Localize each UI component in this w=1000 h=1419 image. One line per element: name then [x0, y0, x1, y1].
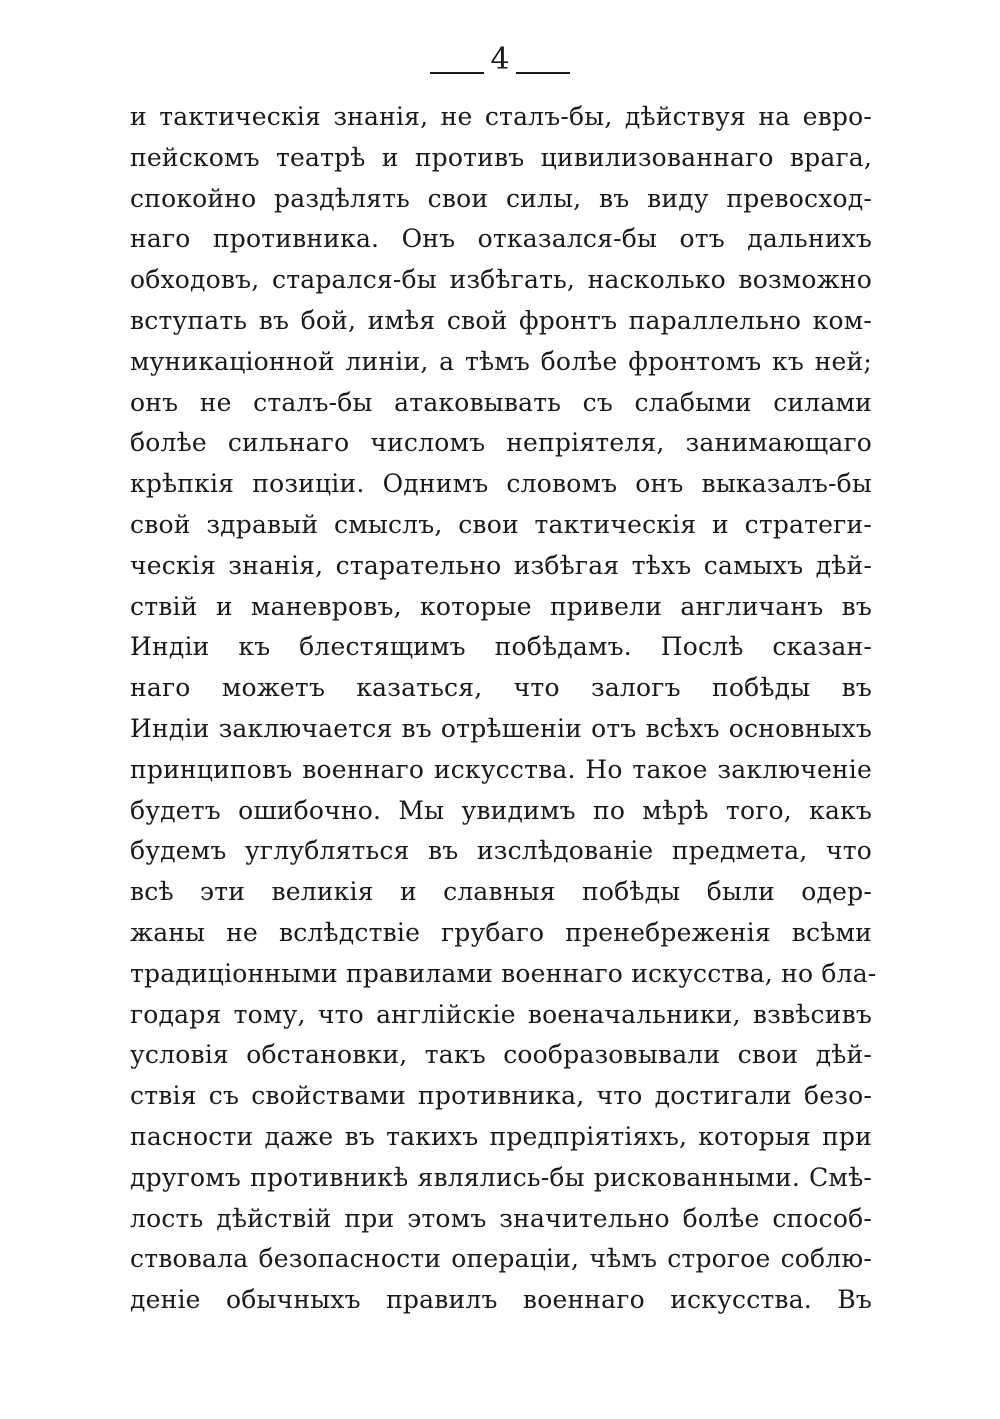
text-line: всѣ эти великія и славныя побѣды были одер-	[130, 877, 872, 907]
text-line: принциповъ военнаго искусства. Но такое заключеніе	[130, 754, 872, 784]
text-line: и тактическія знанія, не сталъ-бы, дѣйствуя на евро-	[130, 102, 872, 131]
text-line: деніе обычныхъ правилъ военнаго искусства. Въ	[130, 1285, 872, 1315]
text-line: болѣе сильнаго числомъ непріятеля, занимающаго	[130, 428, 872, 458]
text-line: пейскомъ театрѣ и противъ цивилизованнаго врага,	[130, 142, 872, 172]
text-line: Индіи заключается въ отрѣшеніи отъ всѣхъ основныхъ	[130, 713, 872, 743]
text-line: другомъ противникѣ являлись-бы рискованными. Смѣ-	[130, 1162, 872, 1192]
page-header	[0, 40, 1000, 80]
page-number-text: 4	[490, 42, 510, 77]
text-line: свой здравый смыслъ, свои тактическія и стратеги-	[130, 509, 872, 539]
text-line: ческія знанія, старательно избѣгая тѣхъ самыхъ дѣй-	[130, 550, 872, 580]
text-line: будемъ углубляться въ изслѣдованіе предмета, что	[130, 836, 872, 866]
text-line: будетъ ошибочно. Мы увидимъ по мѣрѣ того, какъ	[130, 795, 872, 825]
text-line: крѣпкія позиціи. Однимъ словомъ онъ выказалъ-бы	[130, 469, 872, 499]
left-rule	[430, 72, 484, 74]
text-line: наго противника. Онъ отказался-бы отъ дальнихъ	[130, 224, 872, 254]
text-line: муникаціонной линіи, а тѣмъ болѣе фронтомъ къ ней;	[130, 346, 872, 376]
body-text	[130, 97, 877, 1321]
text-line: ствій и маневровъ, которые привели англичанъ въ	[130, 591, 872, 621]
right-rule	[516, 72, 570, 74]
text-line: ствовала безопасности операціи, чѣмъ строгое соблю-	[130, 1244, 872, 1274]
text-line: вступать въ бой, имѣя свой фронтъ параллельно ком-	[130, 305, 872, 335]
text-line: условія обстановки, такъ сообразовывали свои дѣй-	[130, 1040, 872, 1070]
text-line: наго можетъ казаться, что залогъ побѣды въ	[130, 673, 872, 703]
text-line: жаны не вслѣдствіе грубаго пренебреженія всѣми	[130, 917, 872, 947]
text-line: обходовъ, старался-бы избѣгать, насколько возможно	[130, 265, 872, 295]
text-line: Индіи къ блестящимъ побѣдамъ. Послѣ сказан-	[130, 632, 872, 662]
text-line: традиціонными правилами военнаго искусства, но бла-	[130, 958, 877, 988]
text-line: годаря тому, что англійскіе военачальники, взвѣсивъ	[130, 999, 872, 1029]
text-line: спокойно раздѣлять свои силы, въ виду превосход-	[130, 183, 872, 213]
text-line: онъ не сталъ-бы атаковывать съ слабыми силами	[130, 387, 872, 417]
text-line: пасности даже въ такихъ предпріятіяхъ, которыя при	[130, 1121, 872, 1151]
page-number	[430, 42, 569, 77]
text-line: ствія съ свойствами противника, что достигали безо-	[130, 1081, 872, 1111]
text-line: лость дѣйствій при этомъ значительно болѣе способ-	[130, 1203, 872, 1233]
